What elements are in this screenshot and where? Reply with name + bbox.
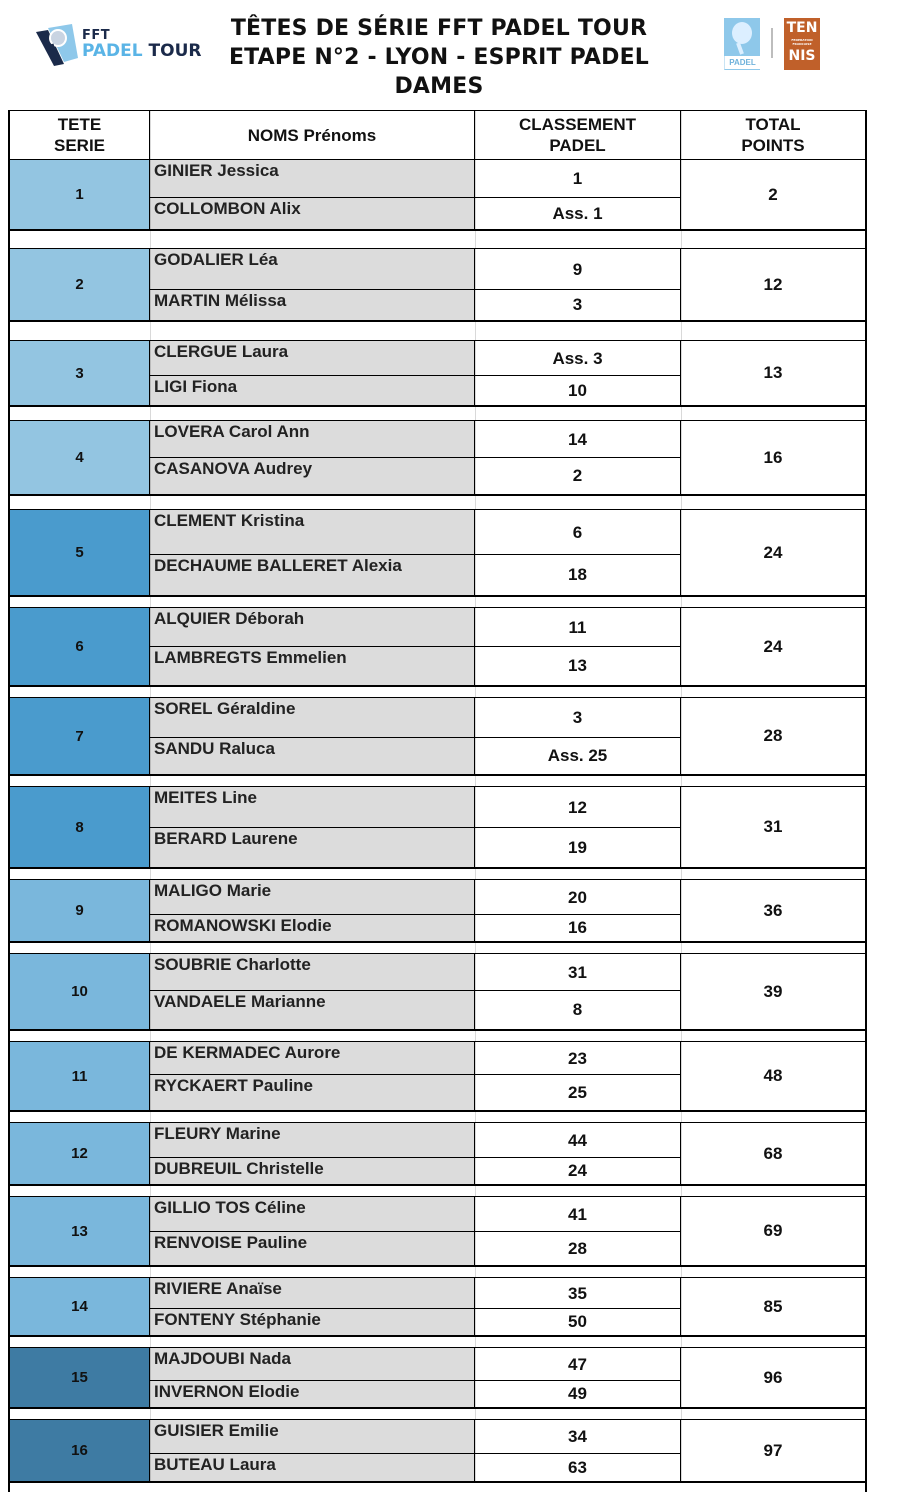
row-bottom-border <box>8 229 867 231</box>
row-bottom-border <box>8 774 867 776</box>
player-ranking <box>475 510 681 555</box>
player-ranking-text: 49 <box>568 1384 587 1403</box>
player-name-text: CLEMENT Kristina <box>154 511 305 530</box>
player-divider <box>150 457 681 458</box>
player-name <box>150 1123 475 1158</box>
player-name <box>150 160 475 198</box>
total-points <box>681 787 865 867</box>
player-name <box>150 376 475 405</box>
player-name <box>150 1420 475 1454</box>
total-points <box>681 880 865 941</box>
seed-number-text: 13 <box>71 1222 88 1240</box>
seed-number-text: 8 <box>75 818 84 836</box>
player-name <box>150 1309 475 1335</box>
total-points <box>681 1042 865 1110</box>
row-bottom-border <box>8 1407 867 1409</box>
row-bottom-border <box>8 595 867 597</box>
player-ranking <box>475 787 681 828</box>
player-name <box>150 991 475 1029</box>
column-rule <box>150 110 151 1482</box>
player-ranking-text: 50 <box>568 1312 587 1331</box>
tennis-logo <box>784 18 820 70</box>
seed-number-text: 7 <box>75 727 84 745</box>
padel-logo-label: PADEL <box>724 56 760 70</box>
player-ranking <box>475 608 681 647</box>
seed-number-text: 4 <box>75 449 84 466</box>
total-points-text: 96 <box>763 1367 783 1387</box>
player-ranking-text: 16 <box>568 918 587 937</box>
total-points <box>681 1278 865 1335</box>
player-name-text: LOVERA Carol Ann <box>154 422 310 441</box>
player-name <box>150 738 475 774</box>
player-name-text: SOUBRIE Charlotte <box>154 955 311 974</box>
player-name-text: GINIER Jessica <box>154 161 279 180</box>
player-ranking <box>475 1042 681 1075</box>
player-name-text: GODALIER Léa <box>154 250 278 269</box>
header-total <box>681 110 867 161</box>
row-bottom-border <box>8 1265 867 1267</box>
player-ranking <box>475 1454 681 1481</box>
header-seed-line1: TETE <box>57 115 102 134</box>
total-points <box>681 510 865 595</box>
row-bottom-border <box>8 320 867 322</box>
total-points-text: 12 <box>763 274 783 294</box>
seed-number-text: 9 <box>75 902 84 919</box>
player-name-text: MALIGO Marie <box>154 881 272 900</box>
player-name <box>150 1158 475 1184</box>
player-name-text: BERARD Laurene <box>154 829 298 848</box>
player-ranking <box>475 1309 681 1335</box>
player-name-text: MAJDOUBI Nada <box>154 1349 291 1368</box>
player-ranking-text: 3 <box>572 708 583 727</box>
seed-number <box>10 341 150 405</box>
player-divider <box>150 1453 681 1454</box>
player-name-text: LIGI Fiona <box>154 377 238 396</box>
player-ranking <box>475 954 681 991</box>
player-ranking-text: Ass. 1 <box>552 203 603 223</box>
row-bottom-border <box>8 1481 867 1483</box>
total-points-text: 31 <box>763 817 783 836</box>
player-ranking <box>475 1123 681 1158</box>
player-divider <box>150 375 681 376</box>
total-points <box>681 1123 865 1184</box>
player-name <box>150 1381 475 1407</box>
player-ranking <box>475 376 681 405</box>
player-ranking-text: 63 <box>568 1457 587 1477</box>
player-ranking <box>475 880 681 915</box>
player-ranking-text: 10 <box>568 380 587 400</box>
player-ranking <box>475 1420 681 1454</box>
player-name-text: CLERGUE Laura <box>154 342 289 361</box>
player-ranking-text: 11 <box>568 617 587 637</box>
player-name <box>150 1278 475 1309</box>
player-name <box>150 290 475 320</box>
player-ranking <box>475 1348 681 1381</box>
total-points-text: 16 <box>763 447 783 467</box>
player-ranking <box>475 698 681 738</box>
player-ranking <box>475 647 681 685</box>
player-name <box>150 1197 475 1232</box>
player-ranking-text: 24 <box>568 1161 587 1180</box>
player-ranking <box>475 198 681 229</box>
player-name <box>150 341 475 376</box>
player-name-text: GILLIO TOS Céline <box>154 1198 306 1217</box>
tennis-logo-bottom: NIS <box>788 48 816 64</box>
player-ranking <box>475 1197 681 1232</box>
total-points-text: 39 <box>763 981 783 1001</box>
player-ranking-text: Ass. 3 <box>552 348 603 368</box>
player-name-text: LAMBREGTS Emmelien <box>154 648 347 667</box>
header-seed <box>8 110 150 161</box>
logo-separator <box>771 28 773 58</box>
total-points <box>681 698 865 774</box>
player-ranking-text: 19 <box>568 837 587 857</box>
player-ranking <box>475 290 681 320</box>
player-ranking-text: 34 <box>568 1427 587 1446</box>
total-points <box>681 608 865 685</box>
player-name-text: CASANOVA Audrey <box>154 459 313 478</box>
total-points-text: 68 <box>763 1143 783 1163</box>
total-points <box>681 1348 865 1407</box>
player-name <box>150 555 475 595</box>
title-line-3: DAMES <box>394 74 484 99</box>
player-ranking-text: 47 <box>568 1354 587 1374</box>
player-name-text: SANDU Raluca <box>154 739 275 758</box>
player-name-text: VANDAELE Marianne <box>154 992 326 1011</box>
player-ranking <box>475 555 681 595</box>
row-bottom-border <box>8 1335 867 1337</box>
logo-tour-word: TOUR <box>142 41 202 61</box>
seed-number <box>10 1197 150 1265</box>
total-points <box>681 341 865 405</box>
seed-number-text: 12 <box>71 1145 88 1162</box>
seed-number-text: 5 <box>75 544 84 561</box>
total-points-text: 28 <box>763 726 783 745</box>
player-ranking-text: 6 <box>572 522 583 542</box>
player-name-text: DE KERMADEC Aurore <box>154 1043 341 1062</box>
seed-number <box>10 698 150 774</box>
player-name <box>150 608 475 647</box>
player-name <box>150 698 475 738</box>
player-name <box>150 828 475 867</box>
player-ranking <box>475 341 681 376</box>
player-ranking-text: 8 <box>572 1000 583 1019</box>
player-ranking-text: 44 <box>568 1130 587 1150</box>
player-divider <box>150 737 681 738</box>
seed-number-text: 10 <box>71 983 88 1000</box>
total-points <box>681 160 865 229</box>
player-ranking <box>475 1381 681 1407</box>
player-name-text: COLLOMBON Alix <box>154 199 301 218</box>
header-total-line1: TOTAL <box>745 115 801 134</box>
seed-number-text: 15 <box>71 1369 88 1386</box>
logo-padel-word: PADEL <box>82 41 143 61</box>
player-ranking-text: 20 <box>568 887 587 907</box>
total-points <box>681 1420 865 1481</box>
player-name-text: DECHAUME BALLERET Alexia <box>154 556 402 575</box>
header-ranking <box>475 110 681 161</box>
player-name <box>150 1075 475 1110</box>
row-bottom-border <box>8 941 867 943</box>
player-ranking-text: 1 <box>572 169 583 188</box>
player-ranking-text: 23 <box>568 1048 587 1068</box>
player-name-text: FLEURY Marine <box>154 1124 281 1143</box>
title-line-1: TÊTES DE SÉRIE FFT PADEL TOUR <box>230 16 648 41</box>
player-name <box>150 647 475 685</box>
player-ranking <box>475 160 681 198</box>
tennis-logo-mid: FEDERATION FRANCAISE <box>791 38 813 46</box>
logo-fft-text: FFT <box>82 28 111 43</box>
player-divider <box>150 990 681 991</box>
player-name <box>150 915 475 941</box>
seed-number-text: 14 <box>71 1298 88 1315</box>
seed-number <box>10 1278 150 1335</box>
player-name-text: GUISIER Emilie <box>154 1421 279 1440</box>
seed-number <box>10 787 150 867</box>
player-ranking <box>475 738 681 774</box>
header-names <box>150 110 475 161</box>
player-ranking <box>475 249 681 290</box>
player-divider <box>150 1157 681 1158</box>
player-divider <box>150 1074 681 1075</box>
row-bottom-border <box>8 867 867 869</box>
player-name <box>150 510 475 555</box>
player-name-text: RIVIERE Anaïse <box>154 1279 282 1298</box>
seed-number <box>10 249 150 320</box>
page-title <box>220 14 658 101</box>
row-bottom-border <box>8 1110 867 1112</box>
seed-number <box>10 1348 150 1407</box>
player-ranking-text: Ass. 25 <box>547 746 608 765</box>
player-name <box>150 880 475 915</box>
header-seed-line2: SERIE <box>53 136 106 155</box>
player-ranking-text: 14 <box>568 429 587 449</box>
total-points-text: 24 <box>763 542 783 562</box>
player-name <box>150 1232 475 1265</box>
total-points-text: 36 <box>763 900 783 920</box>
seed-number-text: 1 <box>75 186 84 203</box>
header-ranking-line1: CLASSEMENT <box>518 115 637 134</box>
player-name-text: BUTEAU Laura <box>154 1455 276 1474</box>
player-ranking-text: 31 <box>568 962 587 982</box>
seed-number-text: 11 <box>71 1067 88 1085</box>
seed-number-text: 2 <box>75 276 84 293</box>
player-ranking <box>475 1075 681 1110</box>
header-names-text: NOMS Prénoms <box>247 125 377 145</box>
player-divider <box>150 197 681 198</box>
player-name-text: ROMANOWSKI Elodie <box>154 916 332 935</box>
player-name <box>150 1042 475 1075</box>
player-divider <box>150 554 681 555</box>
player-name-text: MEITES Line <box>154 788 257 807</box>
player-name-text: FONTENY Stéphanie <box>154 1310 321 1329</box>
total-points <box>681 1197 865 1265</box>
row-bottom-border <box>8 405 867 407</box>
padel-racket-icon <box>724 18 760 56</box>
row-bottom-border <box>8 1029 867 1031</box>
header-ranking-line2: PADEL <box>549 136 606 155</box>
player-ranking <box>475 915 681 941</box>
padel-logo <box>724 18 760 70</box>
player-ranking <box>475 1232 681 1265</box>
total-points <box>681 954 865 1029</box>
player-divider <box>150 1231 681 1232</box>
seed-number-text: 6 <box>75 638 84 655</box>
total-points-text: 48 <box>763 1066 783 1085</box>
player-name <box>150 954 475 991</box>
player-ranking-text: 25 <box>568 1082 587 1102</box>
total-points-text: 85 <box>763 1296 783 1316</box>
player-name <box>150 1348 475 1381</box>
player-name <box>150 198 475 229</box>
player-name <box>150 458 475 494</box>
padel-racket-icon <box>34 22 78 68</box>
column-rule <box>475 110 476 1482</box>
player-name <box>150 421 475 458</box>
player-name-text: SOREL Géraldine <box>154 699 296 718</box>
seed-number <box>10 1123 150 1184</box>
player-name-text: RYCKAERT Pauline <box>154 1076 314 1095</box>
seed-number <box>10 1042 150 1110</box>
player-name <box>150 1454 475 1481</box>
fft-federation-logos <box>724 18 824 72</box>
player-name <box>150 787 475 828</box>
player-divider <box>150 1308 681 1309</box>
player-divider <box>150 289 681 290</box>
player-name-text: DUBREUIL Christelle <box>154 1159 324 1178</box>
seed-number <box>10 608 150 685</box>
player-divider <box>150 1380 681 1381</box>
player-divider <box>150 914 681 915</box>
player-ranking <box>475 1158 681 1184</box>
total-points-text: 13 <box>763 363 783 382</box>
player-ranking <box>475 458 681 494</box>
player-ranking-text: 9 <box>572 259 583 279</box>
player-ranking-text: 13 <box>568 656 587 675</box>
seed-number <box>10 421 150 494</box>
seed-number <box>10 954 150 1029</box>
total-points-text: 69 <box>763 1221 783 1240</box>
player-name <box>150 249 475 290</box>
total-points <box>681 421 865 494</box>
total-points-text: 97 <box>763 1440 783 1460</box>
seed-number-text: 3 <box>75 364 84 382</box>
total-points-text: 24 <box>763 636 783 656</box>
player-name-text: INVERNON Elodie <box>154 1382 300 1401</box>
player-ranking-text: 12 <box>568 797 587 817</box>
player-ranking-text: 28 <box>568 1238 587 1258</box>
row-bottom-border <box>8 494 867 496</box>
total-points-text: 2 <box>768 184 778 204</box>
player-name-text: RENVOISE Pauline <box>154 1233 308 1252</box>
title-line-2: ETAPE N°2 - LYON - ESPRIT PADEL <box>228 45 650 70</box>
total-points <box>681 249 865 320</box>
seed-number <box>10 880 150 941</box>
player-name-text: MARTIN Mélissa <box>154 291 287 310</box>
row-bottom-border <box>8 1184 867 1186</box>
player-ranking <box>475 421 681 458</box>
player-divider <box>150 827 681 828</box>
player-ranking-text: 18 <box>568 565 587 584</box>
fft-padel-tour-logo <box>34 22 204 70</box>
player-name-text: ALQUIER Déborah <box>154 609 305 628</box>
player-ranking-text: 41 <box>568 1204 587 1224</box>
tennis-logo-top: TEN <box>786 20 818 36</box>
logo-padel-tour-text <box>82 41 202 61</box>
player-ranking <box>475 991 681 1029</box>
row-bottom-border <box>8 685 867 687</box>
column-rule <box>681 110 682 1482</box>
player-ranking-text: 35 <box>568 1283 587 1303</box>
player-ranking <box>475 1278 681 1309</box>
seed-number-text: 16 <box>71 1442 88 1459</box>
player-ranking-text: 3 <box>572 295 583 314</box>
player-ranking <box>475 828 681 867</box>
seed-number <box>10 510 150 595</box>
seed-number <box>10 160 150 229</box>
header-total-line2: POINTS <box>741 136 805 155</box>
seed-number <box>10 1420 150 1481</box>
player-ranking-text: 2 <box>572 466 583 485</box>
player-divider <box>150 646 681 647</box>
